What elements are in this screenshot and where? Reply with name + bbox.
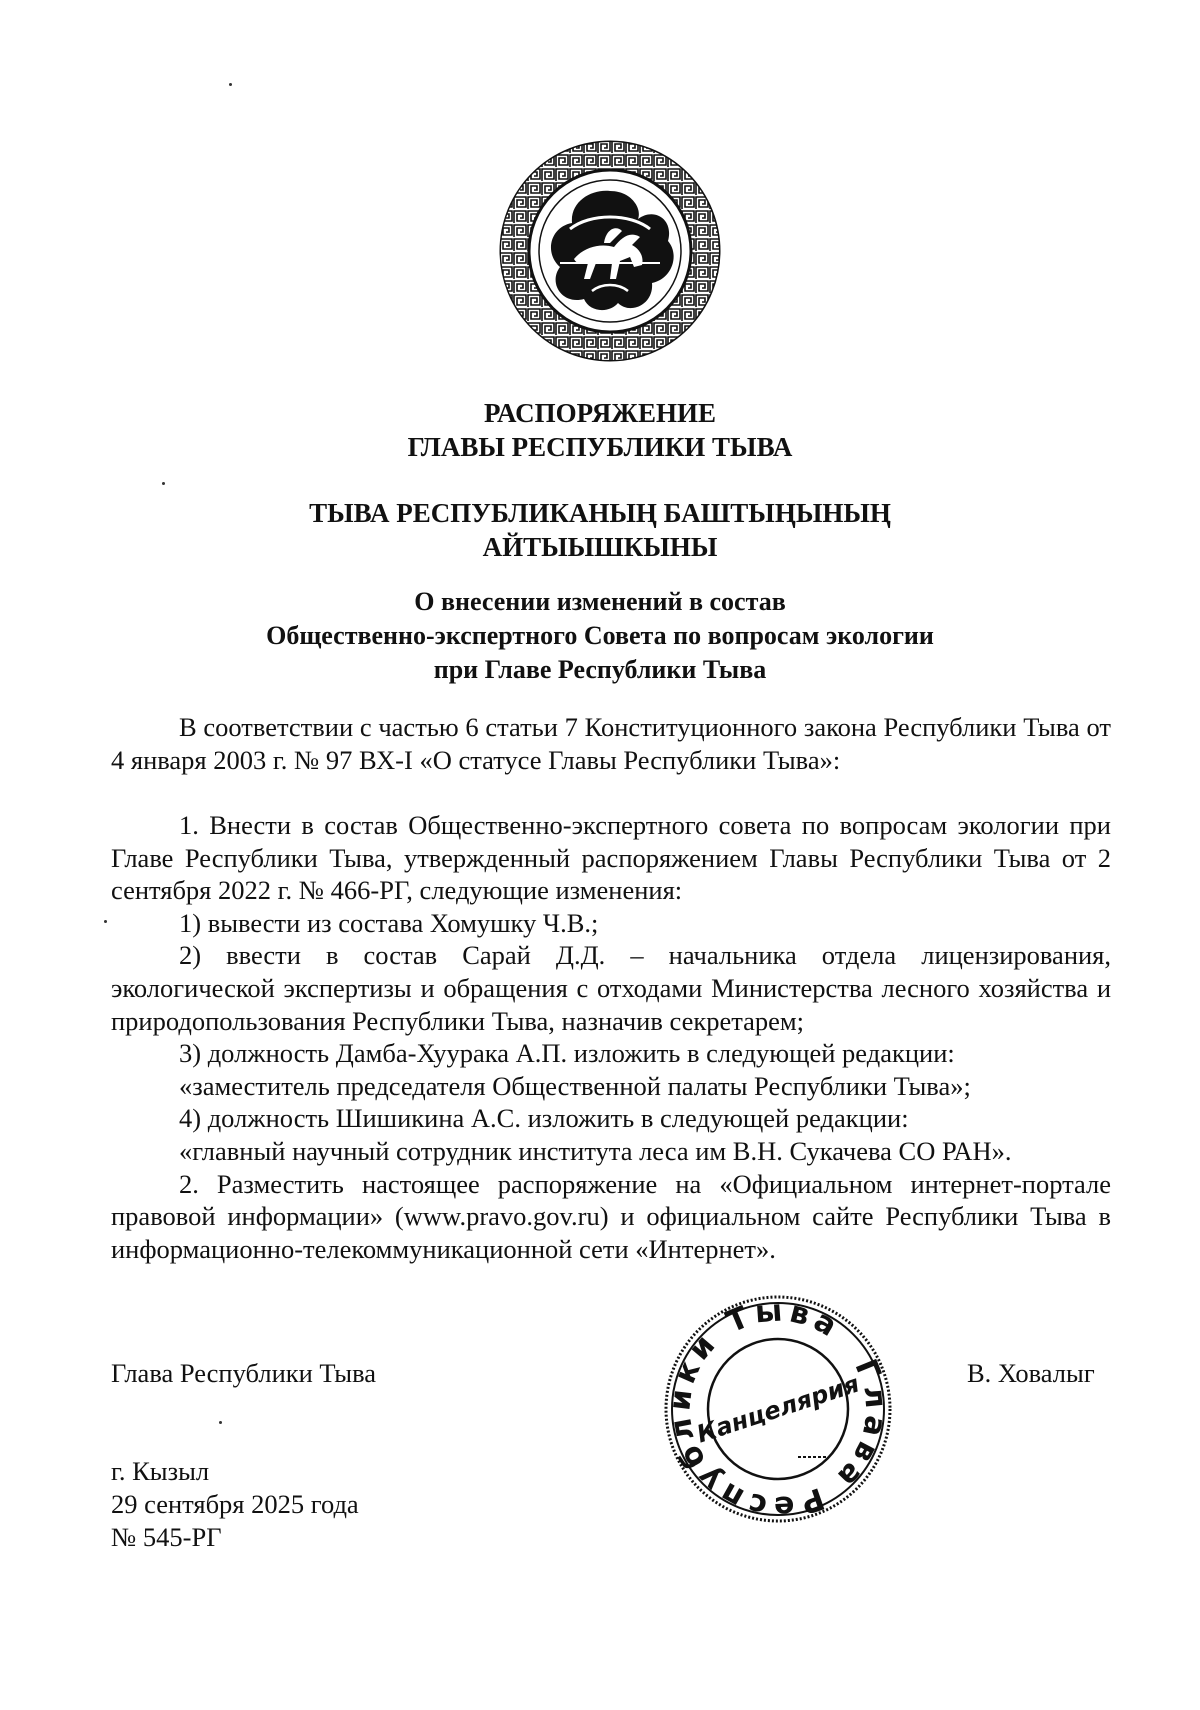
document-subject [0, 585, 1200, 687]
subject-line3: при Главе Республики Тыва [433, 655, 767, 684]
subitem-4: 4) должность Шишикина А.С. изложить в следующей редакции: [179, 1103, 909, 1134]
scan-speck [104, 920, 107, 923]
title-line-order: РАСПОРЯЖЕНИЕ [483, 398, 717, 428]
subitem-2: 2) ввести в состав Сарай Д.Д. – начальника отдела лицензирования, экологической экспертизы и обращения с отходами Министерства лесного хозяйства и природопользования Республики Тыва, назначив секретарем; [111, 940, 1111, 1036]
document-number: № 545-РГ [111, 1522, 222, 1552]
signatory-title: Глава Республики Тыва [111, 1358, 377, 1388]
scan-speck [229, 83, 232, 86]
document-title [0, 396, 1200, 464]
subject-line2: Общественно-экспертного Совета по вопросам экологии [266, 621, 934, 650]
subject-line1: О внесении изменений в состав [414, 587, 786, 616]
title-line-head: ГЛАВЫ РЕСПУБЛИКИ ТЫВА [407, 432, 793, 462]
tuva-emblem-icon [499, 140, 721, 362]
office-stamp-icon [662, 1293, 894, 1525]
document-title-tuvan [0, 496, 1200, 564]
signatory-name: В. Ховалыг [967, 1358, 1095, 1388]
stamp-ring-text: Глава Республики Тыва [662, 1293, 894, 1525]
document-date: 29 сентября 2025 года [111, 1489, 359, 1519]
tuvan-title-line1: ТЫВА РЕСПУБЛИКАНЫҢ БАШТЫҢЫНЫҢ [309, 498, 891, 528]
subitem-3-text: «заместитель председателя Общественной палаты Республики Тыва»; [179, 1070, 971, 1101]
tuvan-title-line2: АЙТЫЫШКЫНЫ [482, 532, 718, 562]
stamp-center-text: Канцелярия [693, 1369, 863, 1449]
document-footer [111, 1455, 359, 1554]
preamble [111, 711, 1111, 776]
item-2: 2. Разместить настоящее распоряжение на «Официальном интернет-портале правовой информации» (www.pravo.gov.ru) и официальном сайте Республики Тыва в информационно-телекоммуникационной сети «Интернет». [111, 1168, 1111, 1264]
city: г. Кызыл [111, 1456, 210, 1486]
preamble-text: В соответствии с частью 6 статьи 7 Конституционного закона Республики Тыва от 4 января 2003 г. № 97 ВХ-I «О статусе Главы Республики Тыва»: [111, 712, 1111, 775]
scan-speck [219, 1421, 222, 1424]
item-1: 1. Внести в состав Общественно-экспертного совета по вопросам экологии при Главе Республики Тыва, утвержденный распоряжением Главы Республики Тыва от 2 сентября 2022 г. № 466-РГ, следующие изменения: [111, 810, 1111, 906]
scan-speck [162, 482, 165, 485]
subitem-4-text: «главный научный сотрудник института леса им В.Н. Сукачева СО РАН». [179, 1135, 1012, 1166]
subitem-1: 1) вывести из состава Хомушку Ч.В.; [179, 907, 599, 938]
subitem-3: 3) должность Дамба-Хуурака А.П. изложить в следующей редакции: [179, 1038, 955, 1069]
order-items [111, 809, 1111, 1265]
